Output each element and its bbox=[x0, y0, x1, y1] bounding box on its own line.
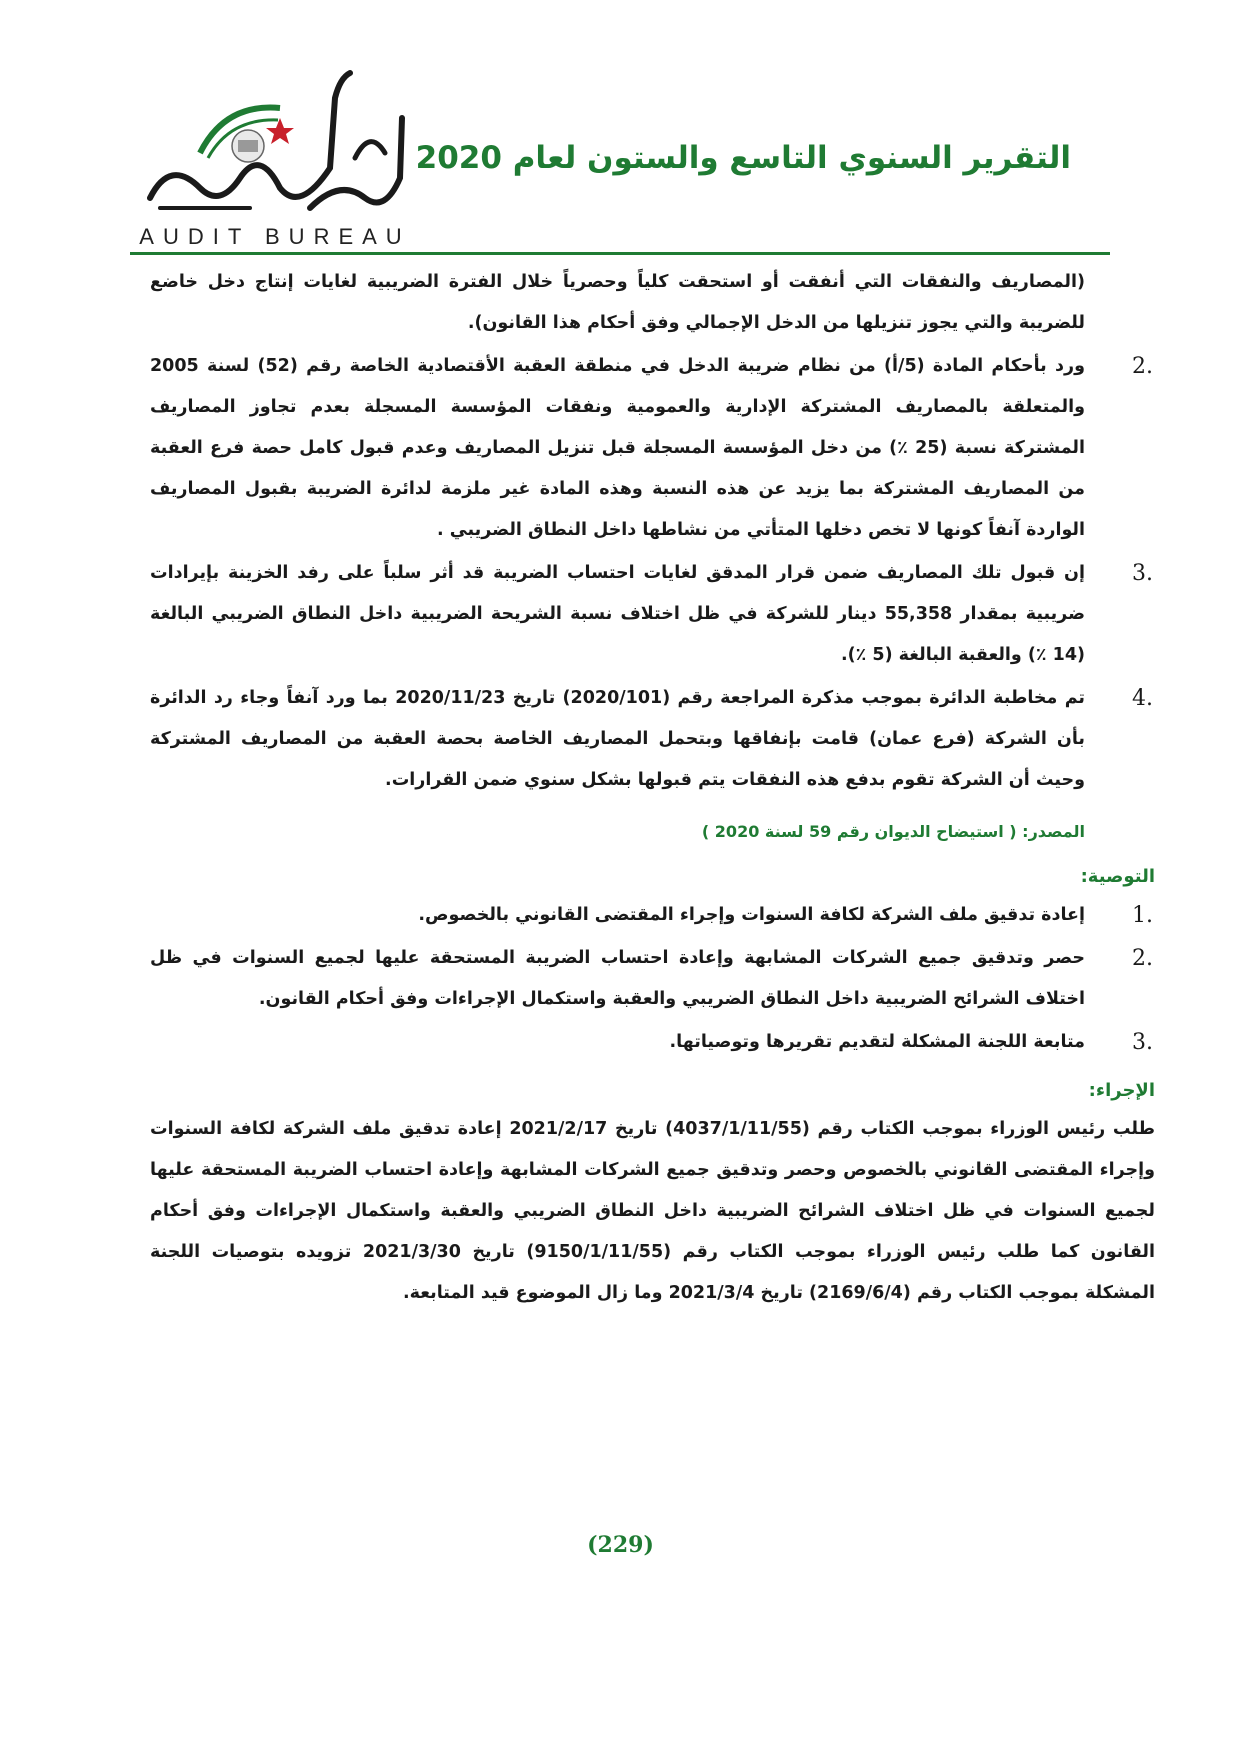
item-text: تم مخاطبة الدائرة بموجب مذكرة المراجعة رقم (2020/101) تاريخ 2020/11/23 بما ورد آنفاً وجاء رد الدائرة بأن الشركة (فرع عمان) قامت بإنفاقها وبتحمل المصاريف الخاصة بحصة العقبة من المصاريف المشتركة وحيث أن الشركة تقوم بدفع هذه النفقات يتم قبولها بشكل سنوي ضمن القرارات. bbox=[150, 688, 1085, 790]
item-number: 2. bbox=[1132, 946, 1153, 971]
action-text: طلب رئيس الوزراء بموجب الكتاب رقم (4037/1/11/55) تاريخ 2021/2/17 إعادة تدقيق ملف الشركة لكافة السنوات وإجراء المقتضى القانوني بالخصوص وحصر وتدقيق جميع الشركات المشابهة وإعادة احتساب الضريبة المستحقة عليها لجميع السنوات في ظل اختلاف الشرائح الضريبية داخل النطاق الضريبي والعقبة واستكمال الإجراءات وفق أحكام القانون كما طلب رئيس الوزراء بموجب الكتاب رقم (9150/1/11/55) تاريخ 2021/3/30 تزويده بتوصيات اللجنة المشكلة بموجب الكتاب رقم (2169/6/4) تاريخ 2021/3/4 وما زال الموضوع قيد المتابعة. bbox=[150, 1119, 1155, 1303]
header-divider bbox=[130, 252, 1110, 255]
intro-paragraph: (المصاريف والنفقات التي أنفقت أو استحقت كلياً وحصرياً خلال الفترة الضريبية لغايات إنتاج دخل خاضع للضريبة والتي يجوز تنزيلها من الدخل الإجمالي وفق أحكام هذا القانون). bbox=[150, 272, 1085, 333]
item-text: إعادة تدقيق ملف الشركة لكافة السنوات وإجراء المقتضى القانوني بالخصوص. bbox=[418, 905, 1085, 925]
logo-tagline: AUDIT BUREAU bbox=[139, 224, 411, 249]
item-text: ورد بأحكام المادة (5/أ) من نظام ضريبة الدخل في منطقة العقبة الأقتصادية الخاصة رقم (52) لسنة 2005 والمتعلقة بالمصاريف المشتركة الإدارية والعمومية ونفقات المؤسسة المسجلة بعدم تجاوز المصاريف المشتركة نسبة (25 ٪) من دخل المؤسسة المسجلة قبل تنزيل المصاريف وعدم قبول كامل حصة فرع العقبة من المصاريف المشتركة بما يزيد عن هذه النسبة وهذه المادة غير ملزمة لدائرة الضريبة بقبول المصاريف الواردة آنفاً كونها لا تخص دخلها المتأتي من نشاطها داخل النطاق الضريبي . bbox=[150, 356, 1085, 540]
list-item bbox=[150, 346, 1153, 551]
report-title: التقرير السنوي التاسع والستون لعام 2020 bbox=[415, 140, 1071, 176]
item-number: 3. bbox=[1132, 1030, 1153, 1055]
item-number: 4. bbox=[1132, 686, 1153, 711]
action-block bbox=[150, 1109, 1155, 1314]
item-number: 2. bbox=[1132, 354, 1153, 379]
item-text: إن قبول تلك المصاريف ضمن قرار المدقق لغايات احتساب الضريبة قد أثر سلباً على رفد الخزينة بإيرادات ضريبية بمقدار 55,358 دينار للشركة في ظل اختلاف نسبة الشريحة الضريبية داخل النطاق الضريبي البالغة (14 ٪) والعقبة البالغة (5 ٪). bbox=[150, 563, 1085, 665]
source-note: المصدر: ( استيضاح الديوان رقم 59 لسنة 2020 ) bbox=[701, 822, 1085, 841]
recommendation-list bbox=[150, 895, 1153, 1063]
item-number: 3. bbox=[1132, 561, 1153, 586]
document-body bbox=[150, 262, 1155, 1316]
item-text: حصر وتدقيق جميع الشركات المشابهة وإعادة احتساب الضريبة المستحقة عليها لجميع السنوات في ظل اختلاف الشرائح الضريبية داخل النطاق الضريبي والعقبة واستكمال الإجراءات وفق أحكام القانون. bbox=[150, 948, 1085, 1009]
audit-bureau-logo bbox=[130, 58, 420, 250]
calligraphy-logo-icon bbox=[130, 58, 420, 223]
page-number: (229) bbox=[587, 1532, 654, 1558]
recommendation-heading: التوصية: bbox=[1080, 866, 1155, 887]
list-item bbox=[150, 895, 1153, 936]
list-item bbox=[150, 553, 1153, 676]
item-text: متابعة اللجنة المشكلة لتقديم تقريرها وتوصياتها. bbox=[669, 1032, 1085, 1052]
list-item bbox=[150, 938, 1153, 1020]
page-header bbox=[0, 0, 1241, 262]
action-heading: الإجراء: bbox=[1088, 1080, 1155, 1101]
item-number: 1. bbox=[1132, 903, 1153, 928]
list-item bbox=[150, 1022, 1153, 1063]
list-item bbox=[150, 678, 1153, 801]
